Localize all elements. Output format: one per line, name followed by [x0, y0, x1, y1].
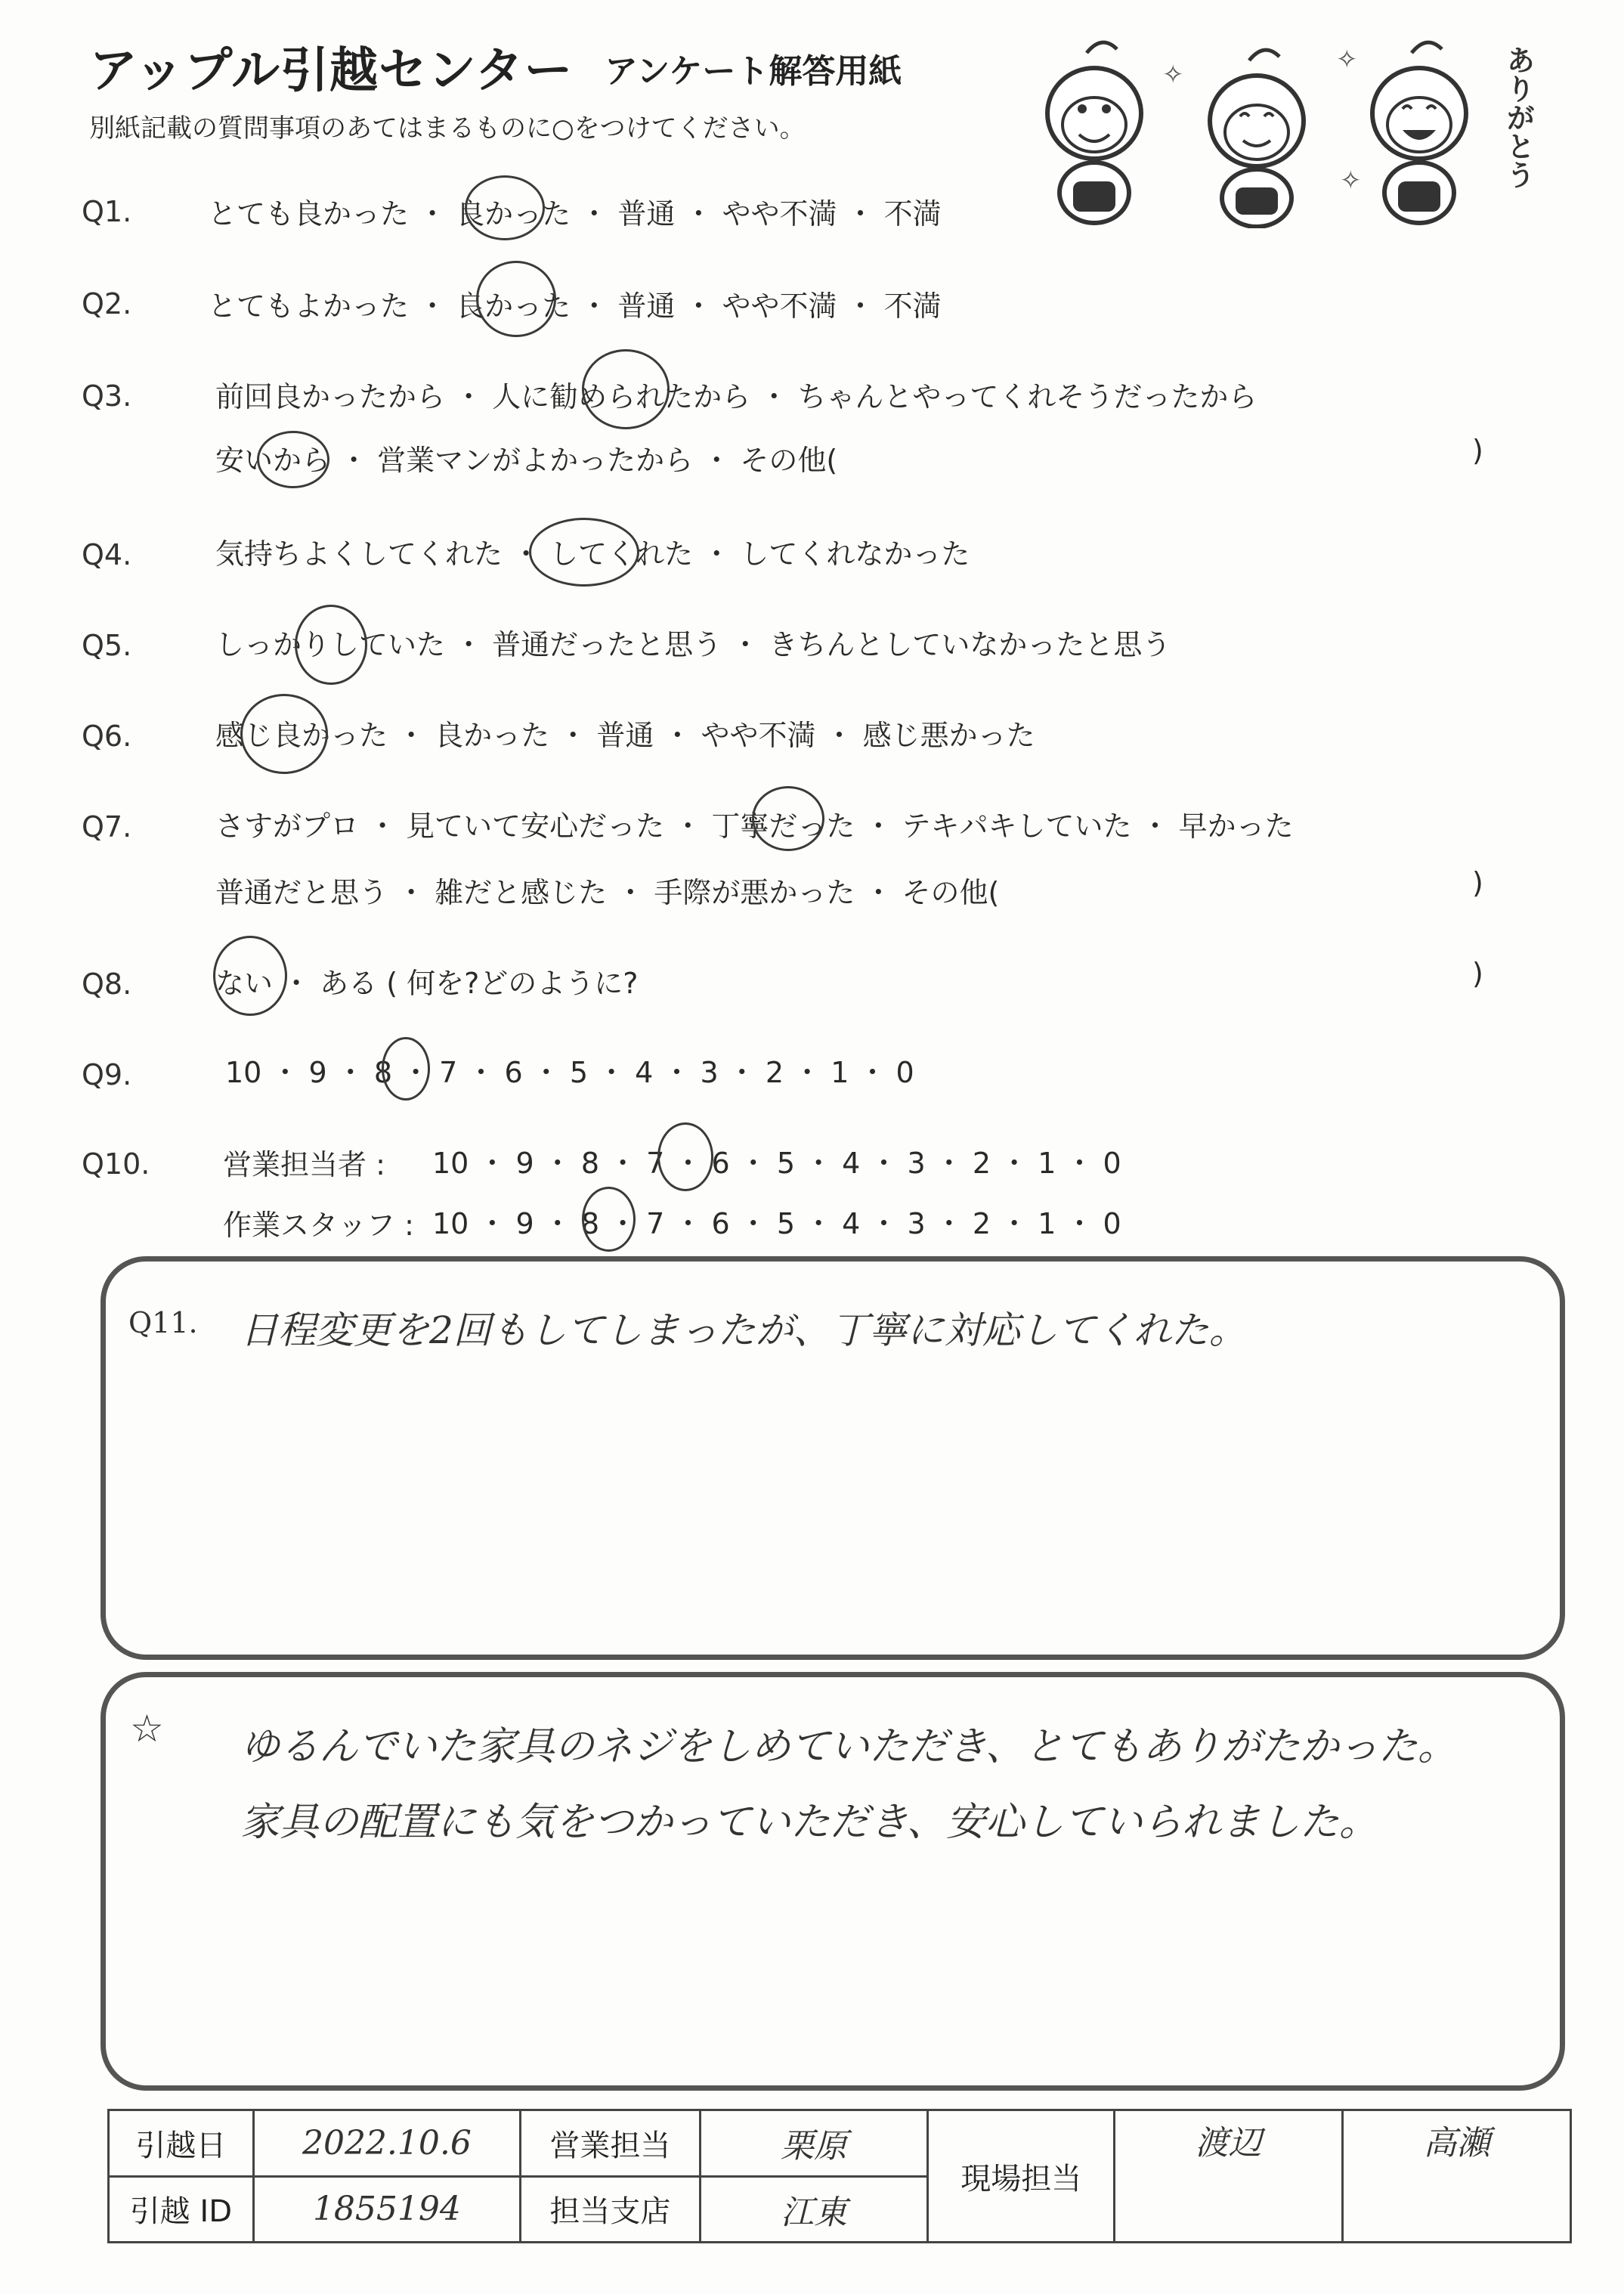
star-icon: ☆ — [130, 1707, 164, 1751]
q3-label: Q3. — [82, 379, 132, 413]
comment-line-2: 家具の配置にも気をつかっていただき、安心していられました。 — [240, 1800, 1378, 1845]
answer-circle-mark — [295, 605, 367, 685]
q6-options: 感じ良かった ・ 良かった ・ 普通 ・ やや不満 ・ 感じ悪かった — [215, 719, 1035, 752]
svg-text:✧: ✧ — [1340, 166, 1362, 196]
q5-options: しっかりしていた ・ 普通だったと思う ・ きちんとしていなかったと思う — [215, 628, 1171, 661]
q10-staff-label: 作業スタッフ : — [223, 1209, 414, 1242]
form-instruction: 別紙記載の質問事項のあてはまるものに○をつけてください。 — [89, 113, 806, 144]
form-title: アップル引越センター — [89, 43, 574, 99]
monkey-mascot-icon — [1210, 50, 1304, 227]
site-staff-1: 渡辺 — [1115, 2110, 1343, 2243]
svg-text:✧: ✧ — [1336, 45, 1358, 75]
branch-value: 江東 — [700, 2176, 928, 2243]
branch-label: 担当支店 — [521, 2176, 700, 2243]
q10-label: Q10. — [82, 1147, 150, 1181]
q7-label: Q7. — [82, 810, 132, 844]
q2-label: Q2. — [82, 287, 132, 320]
answer-circle-mark — [465, 175, 545, 240]
site-staff-label: 現場担当 — [928, 2110, 1115, 2243]
q5-label: Q5. — [82, 629, 132, 662]
form-subtitle: アンケート解答用紙 — [605, 52, 902, 91]
q7-close-paren: ) — [1472, 866, 1483, 899]
q8-options: ない ・ ある ( 何を?どのように? — [215, 967, 639, 1000]
q9-scale: 10 ・ 9 ・ 8 ・ 7 ・ 6 ・ 5 ・ 4 ・ 3 ・ 2 ・ 1 ・ 0 — [225, 1056, 914, 1089]
monkey-mascot-icon — [1047, 42, 1141, 223]
answer-circle-mark — [213, 936, 287, 1016]
sales-rep-label: 営業担当 — [521, 2110, 700, 2177]
q1-label: Q1. — [82, 195, 132, 228]
move-id-value: 1855194 — [253, 2176, 520, 2243]
q8-label: Q8. — [82, 967, 132, 1001]
answer-circle-mark — [582, 349, 670, 429]
q4-options: 気持ちよくしてくれた ・ してくれた ・ してくれなかった — [215, 537, 970, 571]
q3-options-line1: 前回良かったから ・ 人に勧められたから ・ ちゃんとやってくれそうだったから — [215, 380, 1257, 413]
q11-answer-text: 日程変更を2回もしてしまったが、丁寧に対応してくれた。 — [240, 1308, 1247, 1352]
answer-circle-mark — [657, 1122, 713, 1191]
answer-circle-mark — [240, 694, 328, 774]
q8-close-paren: ) — [1472, 957, 1483, 990]
q1-options: とても良かった ・ 良かった ・ 普通 ・ やや不満 ・ 不満 — [208, 197, 942, 231]
q10-sales-label: 営業担当者 : — [223, 1148, 385, 1181]
q11-label: Q11. — [128, 1306, 198, 1339]
comment-line-1: ゆるんでいた家具のネジをしめていただき、とてもありがたかった。 — [240, 1724, 1457, 1769]
answer-circle-mark — [582, 1187, 636, 1252]
move-info-table — [107, 2109, 1572, 2243]
q10-staff-scale: 10 ・ 9 ・ 8 ・ 7 ・ 6 ・ 5 ・ 4 ・ 3 ・ 2 ・ 1 ・ 0 — [432, 1207, 1121, 1240]
svg-text:✧: ✧ — [1162, 60, 1184, 90]
q4-label: Q4. — [82, 538, 132, 571]
answer-circle-mark — [752, 786, 824, 851]
move-date-value: 2022.10.6 — [253, 2110, 520, 2177]
q9-label: Q9. — [82, 1058, 132, 1091]
monkey-mascot-icon — [1372, 42, 1466, 223]
q3-options-line2: 安いから ・ 営業マンがよかったから ・ その他( — [215, 444, 838, 477]
q7-options-line1: さすがプロ ・ 見ていて安心だった ・ 丁寧だった ・ テキパキしていた ・ 早かった — [215, 810, 1294, 843]
answer-circle-mark — [257, 431, 329, 488]
mascot-caption: ありがとう — [1502, 45, 1535, 189]
answer-circle-mark — [476, 261, 556, 337]
site-staff-2: 高瀬 — [1343, 2110, 1571, 2243]
sales-rep-value: 栗原 — [700, 2110, 928, 2177]
move-date-label: 引越日 — [109, 2110, 254, 2177]
q6-label: Q6. — [82, 720, 132, 753]
answer-circle-mark — [529, 518, 639, 587]
q2-options: とてもよかった ・ 良かった ・ 普通 ・ やや不満 ・ 不満 — [208, 289, 942, 323]
answer-circle-mark — [382, 1037, 430, 1101]
mascot-illustration — [1034, 30, 1514, 228]
q3-close-paren: ) — [1472, 434, 1483, 467]
move-id-label: 引越 ID — [109, 2176, 254, 2243]
q7-options-line2: 普通だと思う ・ 雑だと感じた ・ 手際が悪かった ・ その他( — [215, 876, 1000, 909]
q10-sales-scale: 10 ・ 9 ・ 8 ・ 7 ・ 6 ・ 5 ・ 4 ・ 3 ・ 2 ・ 1 ・ 0 — [432, 1147, 1121, 1180]
